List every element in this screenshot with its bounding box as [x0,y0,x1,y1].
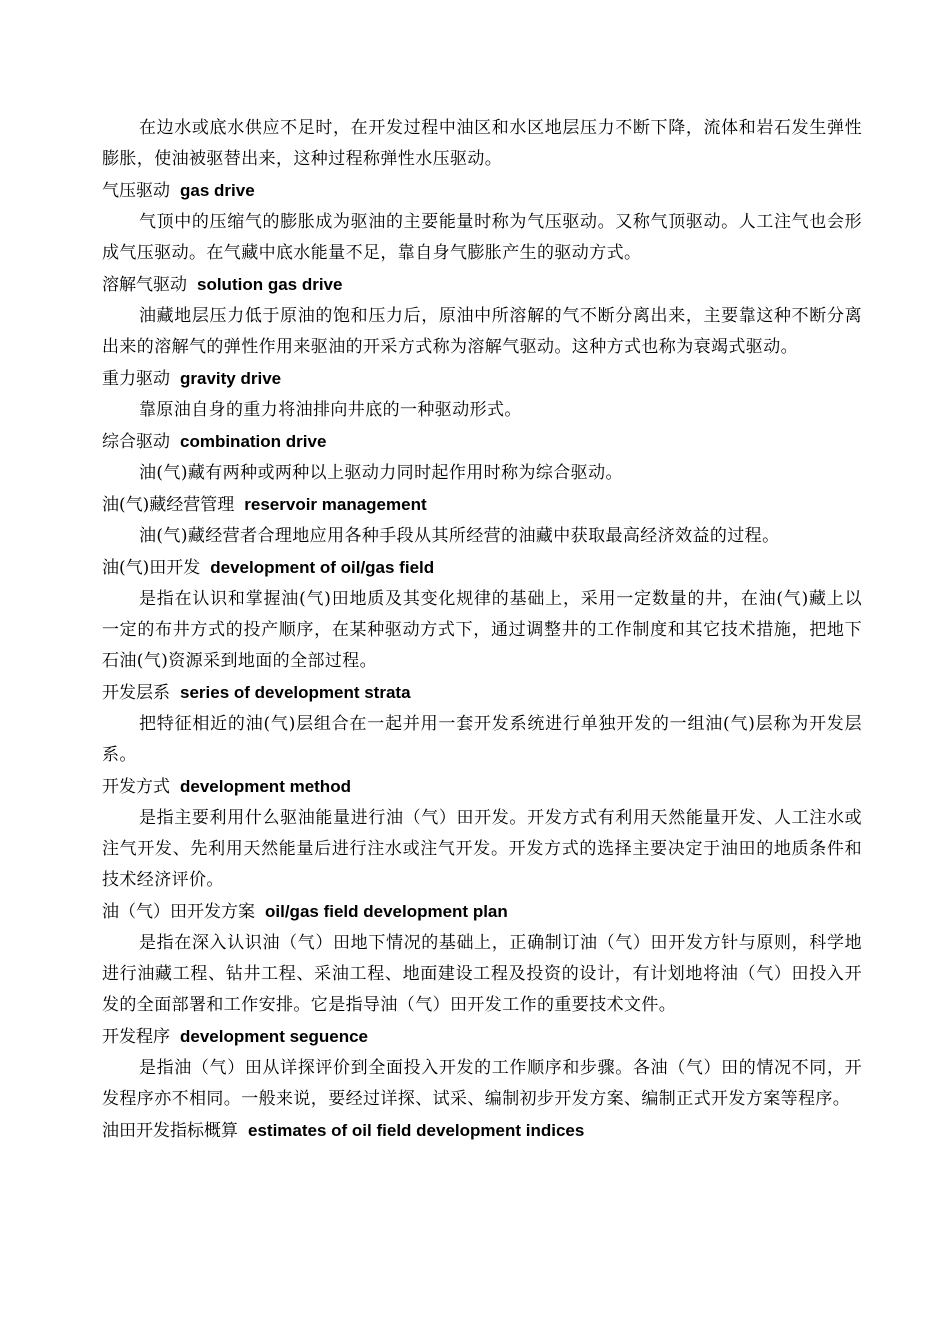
entry-6-definition: 是指在认识和掌握油(气)田地质及其变化规律的基础上，采用一定数量的井，在油(气)藏上以一定的布井方式的投产顺序，在某种驱动方式下，通过调整井的工作制度和其它技术措施，把地下石油(气)资源采到地面的全部过程。 [102,589,862,671]
entry-4-term [102,426,862,458]
term-chinese: 开发层系 [102,683,170,703]
entry-8-definition: 是指主要利用什么驱油能量进行油（气）田开发。开发方式有利用天然能量开发、人工注水或注气开发、先利用天然能量后进行注水或注气开发。开发方式的选择主要决定于油田的地质条件和技术经济评价。 [102,808,862,890]
entry-7-definition: 把特征相近的油(气)层组合在一起并用一套开发系统进行单独开发的一组油(气)层称为开发层系。 [102,714,862,765]
entry-9-term [102,896,862,928]
term-chinese: 开发程序 [102,1027,170,1047]
term-english: series of development strata [180,683,411,702]
entry-1-term [102,175,862,207]
term-chinese: 油（气）田开发方案 [102,902,255,922]
term-english: combination drive [180,432,327,451]
term-english: estimates of oil field development indices [248,1121,585,1140]
entry-5-definition: 油(气)藏经营者合理地应用各种手段从其所经营的油藏中获取最高经济效益的过程。 [139,526,780,546]
entry-5-term [102,489,862,521]
document-page [102,113,862,1147]
term-chinese: 油(气)藏经营管理 [102,495,235,515]
entry-2-term [102,269,862,301]
term-english: oil/gas field development plan [265,902,508,921]
entry-6-term [102,552,862,584]
entry-10-term [102,1021,862,1053]
term-english: reservoir management [244,495,427,514]
entry-1-definition: 气顶中的压缩气的膨胀成为驱油的主要能量时称为气压驱动。又称气顶驱动。人工注气也会形成气压驱动。在气藏中底水能量不足，靠自身气膨胀产生的驱动方式。 [102,212,862,263]
term-english: development of oil/gas field [210,558,435,577]
entry-4-definition: 油(气)藏有两种或两种以上驱动力同时起作用时称为综合驱动。 [139,463,623,483]
term-english: gravity drive [180,369,282,388]
entry-3-term [102,363,862,395]
term-chinese: 油田开发指标概算 [102,1121,238,1141]
entry-0-definition: 在边水或底水供应不足时，在开发过程中油区和水区地层压力不断下降，流体和岩石发生弹性膨胀，使油被驱替出来，这种过程称弹性水压驱动。 [102,118,862,169]
entry-2-definition: 油藏地层压力低于原油的饱和压力后，原油中所溶解的气不断分离出来，主要靠这种不断分离出来的溶解气的弹性作用来驱油的开采方式称为溶解气驱动。这种方式也称为衰竭式驱动。 [102,306,862,357]
term-chinese: 溶解气驱动 [102,275,187,295]
entry-10-definition: 是指油（气）田从详探评价到全面投入开发的工作顺序和步骤。各油（气）田的情况不同，开发程序亦不相同。一般来说，要经过详探、试采、编制初步开发方案、编制正式开发方案等程序。 [102,1058,862,1109]
term-chinese: 重力驱动 [102,369,170,389]
term-chinese: 综合驱动 [102,432,170,452]
entry-9-definition: 是指在深入认识油（气）田地下情况的基础上，正确制订油（气）田开发方针与原则，科学地进行油藏工程、钻井工程、采油工程、地面建设工程及投资的设计，有计划地将油（气）田投入开发的全面部署和工作安排。它是指导油（气）田开发工作的重要技术文件。 [102,933,862,1015]
entry-8-term [102,771,862,803]
term-english: development method [180,777,351,796]
term-chinese: 油(气)田开发 [102,558,201,578]
term-english: development seguence [180,1027,369,1046]
term-english: solution gas drive [197,275,343,294]
term-chinese: 气压驱动 [102,181,170,201]
entry-7-term [102,677,862,709]
term-chinese: 开发方式 [102,777,170,797]
term-english: gas drive [180,181,255,200]
entry-3-definition: 靠原油自身的重力将油排向井底的一种驱动形式。 [139,400,522,420]
entry-11-term [102,1115,862,1147]
